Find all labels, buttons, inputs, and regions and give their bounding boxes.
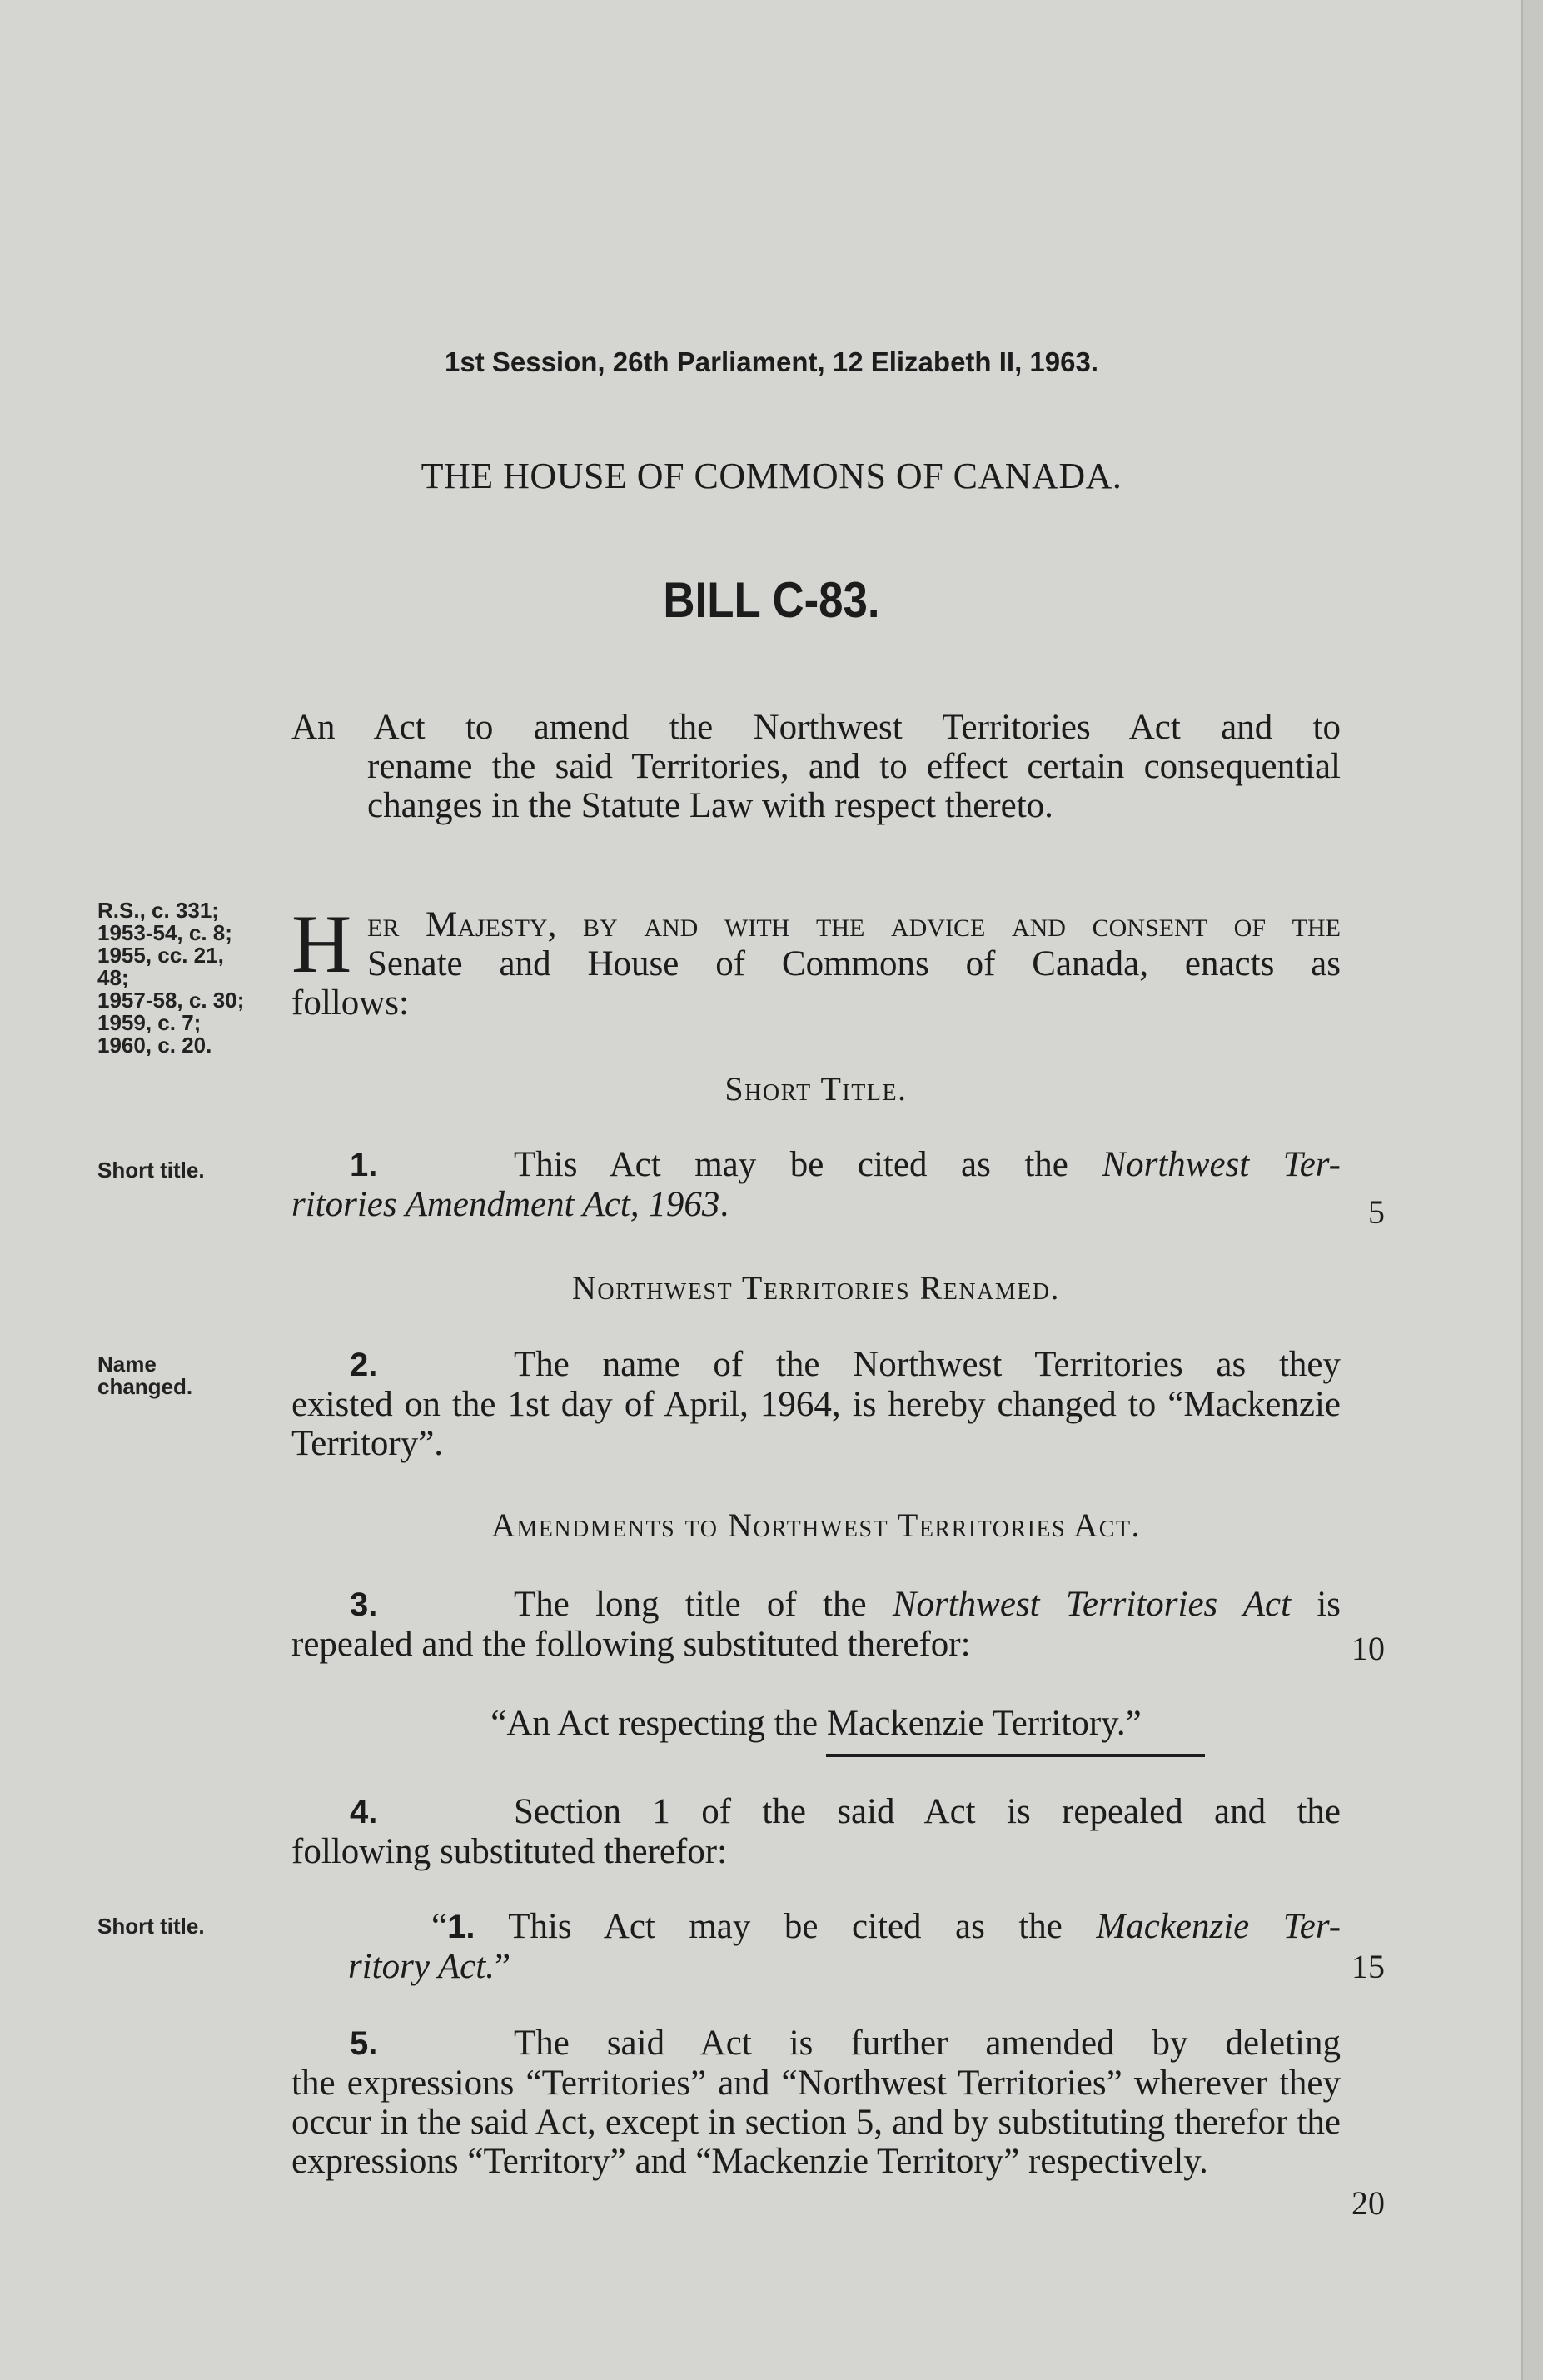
enacting-clause (291, 898, 1341, 1023)
statute-ref: R.S., c. 331; (97, 898, 219, 923)
heading-amendments: Amendments to Northwest Territories Act. (490, 1506, 1142, 1544)
enacting-line-3: follows: (291, 983, 409, 1023)
statute-ref: 1959, c. 7; (97, 1010, 202, 1035)
line-number: 20 (1351, 2184, 1385, 2222)
heading-renamed: Northwest Territories Renamed. (571, 1269, 1061, 1307)
heading-short-title: Short Title. (724, 1070, 908, 1108)
section-number: 1. (350, 1147, 378, 1183)
statute-ref: 1960, c. 20. (97, 1033, 212, 1058)
line-number: 10 (1351, 1630, 1385, 1667)
drop-cap: H (291, 898, 352, 990)
section-number: 5. (350, 2025, 378, 2062)
section-number: 3. (350, 1586, 378, 1623)
line-number: 15 (1351, 1948, 1385, 1985)
section-1: 1. This Act may be cited as the Northwest Ter- ritories Amendment Act, 1963. (291, 1145, 1341, 1224)
long-title (291, 708, 1341, 825)
section-number: 1. (447, 1909, 475, 1945)
substituted-section-1: “1. This Act may be cited as the Mackenzie Ter- ritory Act.” (348, 1907, 1341, 1986)
session-line: 1st Session, 26th Parliament, 12 Elizabeth II, 1963. (444, 346, 1098, 377)
house-title: THE HOUSE OF COMMONS OF CANADA. (421, 456, 1122, 496)
section-3: 3. The long title of the Northwest Territories Act is repealed and the following substituted therefor: (291, 1585, 1341, 1664)
statute-ref: 48; (97, 965, 129, 990)
long-title-rest: rename the said Territories, and to effect certain consequential changes in the Statute Law with respect thereto. (367, 747, 1341, 825)
enacting-line-1: er Majesty, by and with the advice and consent of the (367, 905, 1341, 944)
statute-ref: 1953-54, c. 8; (97, 920, 232, 945)
statute-ref: 1957-58, c. 30; (97, 988, 245, 1013)
section-4: 4. Section 1 of the said Act is repealed and the following substituted therefor: (291, 1792, 1341, 1871)
section-number: 4. (350, 1794, 378, 1830)
section-2: 2. The name of the Northwest Territories as they existed on the 1st day of April, 1964, is hereby changed to “Mackenzie Territory”. (291, 1345, 1341, 1463)
statute-ref: 1955, cc. 21, (97, 943, 224, 968)
enacting-line-2: Senate and House of Commons of Canada, enacts as (367, 944, 1341, 983)
underline-rule (826, 1754, 1205, 1757)
margin-name-changed: Name changed. (97, 1352, 193, 1399)
quoted-long-title: “An Act respecting the Mackenzie Territory.” (490, 1704, 1142, 1743)
long-title-line-1: An Act to amend the Northwest Territories Act and to (291, 708, 1341, 747)
margin-short-title: Short title. (97, 1158, 205, 1183)
section-5: 5. The said Act is further amended by deleting the expressions “Territories” and “Northwest Territories” wherever they occur in the said Act, except in section 5, and by substituting therefor the expressions “Territory” and “Mackenzie Territory” respectively. (291, 2024, 1341, 2181)
line-number: 5 (1368, 1193, 1385, 1231)
margin-short-title: Short title. (97, 1914, 205, 1939)
section-number: 2. (350, 1347, 378, 1383)
bill-number: BILL C-83. (663, 572, 880, 628)
margin-statutes (97, 899, 276, 1057)
